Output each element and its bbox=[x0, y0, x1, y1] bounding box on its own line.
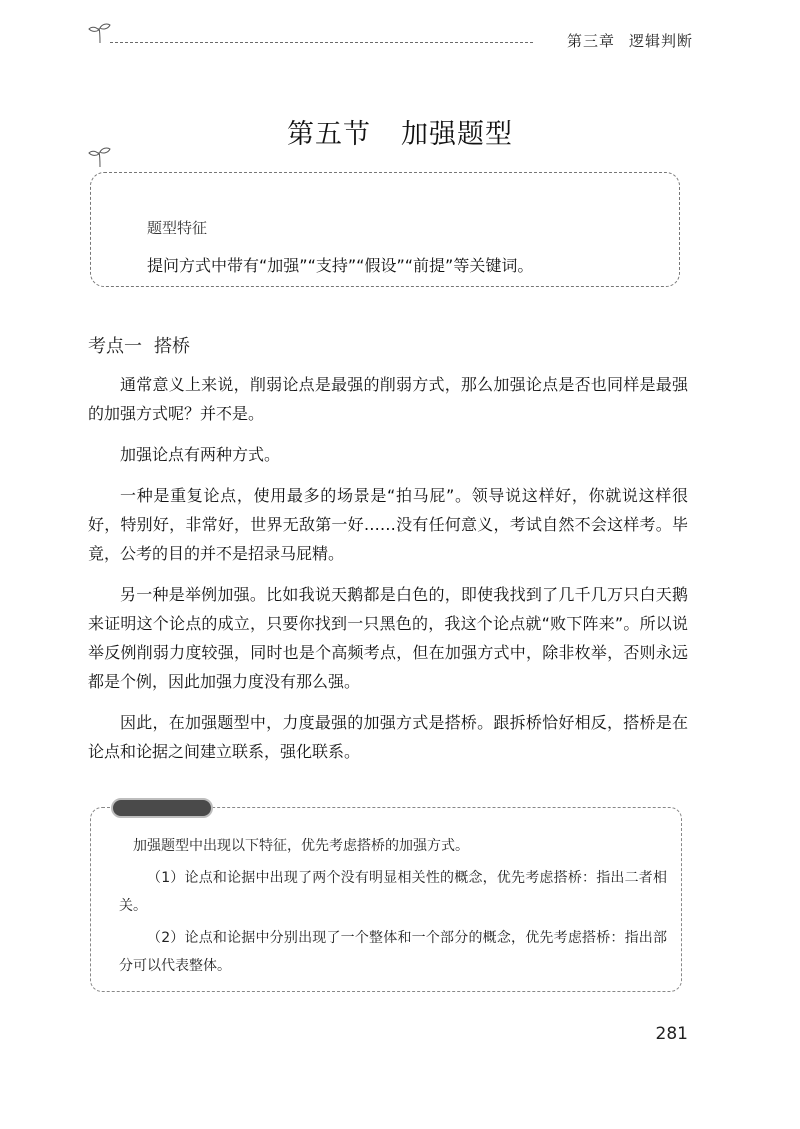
subsection-title: 搭桥 bbox=[154, 336, 190, 357]
chapter-number: 第三章 bbox=[566, 32, 615, 50]
tip-item: （1）论点和论据中出现了两个没有明显相关性的概念，优先考虑搭桥：指出二者相关。 bbox=[119, 870, 667, 914]
tip-text bbox=[119, 832, 667, 980]
chapter-label bbox=[567, 30, 693, 51]
sprout-icon bbox=[88, 22, 112, 44]
running-header bbox=[88, 22, 693, 56]
subsection-heading bbox=[88, 332, 190, 358]
paragraph: 一种是重复论点，使用最多的场景是“拍马屁”。领导说这样好，你就说这样很好，特别好，非常好，世界无敌第一好……没有任何意义，考试自然不会这样考。毕竟，公考的目的并不是招录马屁精。 bbox=[88, 486, 688, 563]
section-name: 加强题型 bbox=[401, 119, 513, 150]
page-number: 281 bbox=[655, 1024, 688, 1044]
header-rule bbox=[110, 42, 533, 43]
tip-item: （2）论点和论据中分别出现了一个整体和一个部分的概念，优先考虑搭桥：指出部分可以代表整体。 bbox=[119, 930, 667, 974]
sprout-icon bbox=[88, 146, 112, 168]
chapter-title: 逻辑判断 bbox=[628, 32, 693, 50]
body-text bbox=[88, 370, 688, 766]
subsection-number: 考点一 bbox=[88, 336, 142, 357]
feature-label: 题型特征 bbox=[147, 219, 208, 237]
tip-badge bbox=[111, 798, 213, 818]
paragraph: 通常意义上来说，削弱论点是最强的削弱方式，那么加强论点是否也同样是最强的加强方式呢？并不是。 bbox=[88, 375, 688, 423]
section-title bbox=[0, 112, 800, 151]
feature-text: 提问方式中带有“加强”“支持”“假设”“前提”等关键词。 bbox=[147, 256, 534, 275]
paragraph: 另一种是举例加强。比如我说天鹅都是白色的，即使我找到了几千几万只白天鹅来证明这个论点的成立，只要你找到一只黑色的，我这个论点就“败下阵来”。所以说举反例削弱力度较强，同时也是个高频考点，但在加强方式中，除非枚举，否则永远都是个例，因此加强力度没有那么强。 bbox=[88, 585, 688, 691]
tip-lead: 加强题型中出现以下特征，优先考虑搭桥的加强方式。 bbox=[133, 838, 469, 854]
tip-box bbox=[90, 807, 682, 992]
feature-box bbox=[90, 172, 680, 287]
paragraph: 因此，在加强题型中，力度最强的加强方式是搭桥。跟拆桥恰好相反，搭桥是在论点和论据之间建立联系，强化联系。 bbox=[88, 713, 688, 761]
paragraph: 加强论点有两种方式。 bbox=[120, 445, 281, 464]
section-number: 第五节 bbox=[287, 119, 371, 150]
